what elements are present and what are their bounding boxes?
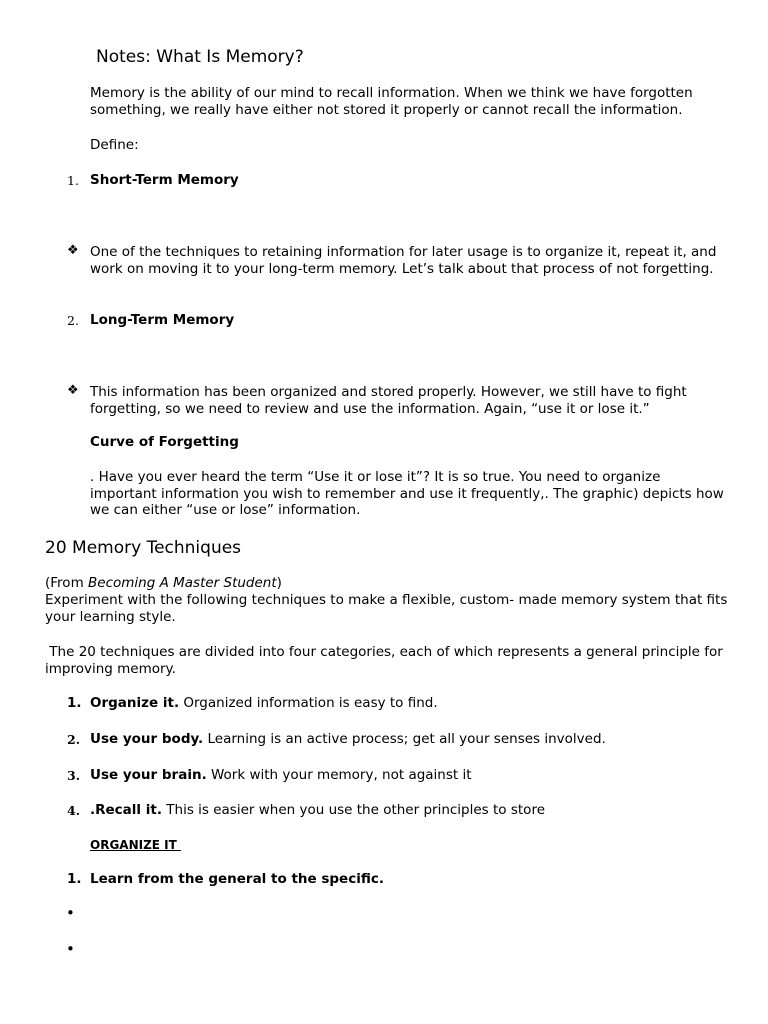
principle-text: Work with your memory, not against it xyxy=(206,767,472,783)
define-item-number: 2. xyxy=(67,313,79,328)
experiment-paragraph: Experiment with the following techniques to make a flexible, custom- made memory system that fits your learning style. xyxy=(45,592,728,625)
define-item-term: Long-Term Memory xyxy=(90,312,235,328)
principle-item xyxy=(90,802,545,819)
techniques-heading: 20 Memory Techniques xyxy=(45,538,242,558)
define-item-term: Short-Term Memory xyxy=(90,172,239,188)
source-book-title: Becoming A Master Student xyxy=(88,575,277,591)
diamond-bullet-icon: ❖ xyxy=(67,243,79,258)
principle-number: 2. xyxy=(67,732,81,747)
diamond-bullet-icon: ❖ xyxy=(67,383,79,398)
principle-item xyxy=(90,767,472,784)
categories-paragraph: The 20 techniques are divided into four categories, each of which represents a general principle for improving memory. xyxy=(45,644,728,677)
principle-label: Use your brain. xyxy=(90,767,207,783)
source-line xyxy=(45,575,282,592)
principle-text: Learning is an active process; get all your senses involved. xyxy=(203,731,606,747)
principle-number: 1. xyxy=(67,695,82,711)
principle-number: 3. xyxy=(67,768,81,783)
organize-heading: ORGANIZE IT xyxy=(90,838,181,852)
principle-text: This is easier when you use the other principles to store xyxy=(161,802,545,818)
organize-item-number: 1. xyxy=(67,871,82,887)
source-suffix: ) xyxy=(276,575,282,591)
bullet-paragraph: This information has been organized and stored properly. However, we still have to fight forgetting, so we need to review and use the information. Again, “use it or lose it.” xyxy=(90,384,687,417)
bullet-paragraph: One of the techniques to retaining information for later usage is to organize it, repeat it, and work on moving it to your long-term memory. Let’s talk about that process of not forgetting. xyxy=(90,244,717,277)
curve-heading: Curve of Forgetting xyxy=(90,434,239,450)
principle-label: Organize it. xyxy=(90,695,180,711)
intro-paragraph: Memory is the ability of our mind to recall information. When we think we have forgotten something, we really have either not stored it properly or cannot recall the information. xyxy=(90,85,693,118)
principle-text: Organized information is easy to find. xyxy=(179,695,438,711)
principle-label: Use your body. xyxy=(90,731,204,747)
define-item-number: 1. xyxy=(67,173,79,188)
principle-label: .Recall it. xyxy=(90,802,162,818)
empty-bullet: • xyxy=(66,904,75,922)
page-title: Notes: What Is Memory? xyxy=(96,47,304,67)
principle-item xyxy=(90,695,438,712)
principle-number: 4. xyxy=(67,803,81,818)
curve-paragraph: . Have you ever heard the term “Use it or lose it”? It is so true. You need to organize important information you wish to remember and use it frequently,. The graphic) depicts how we can either “use or lose” information. xyxy=(90,469,724,518)
principle-item xyxy=(90,731,606,748)
organize-item-text: Learn from the general to the specific. xyxy=(90,871,384,887)
empty-bullet: • xyxy=(66,940,75,958)
source-prefix: (From xyxy=(45,575,89,591)
define-label: Define: xyxy=(90,137,139,153)
